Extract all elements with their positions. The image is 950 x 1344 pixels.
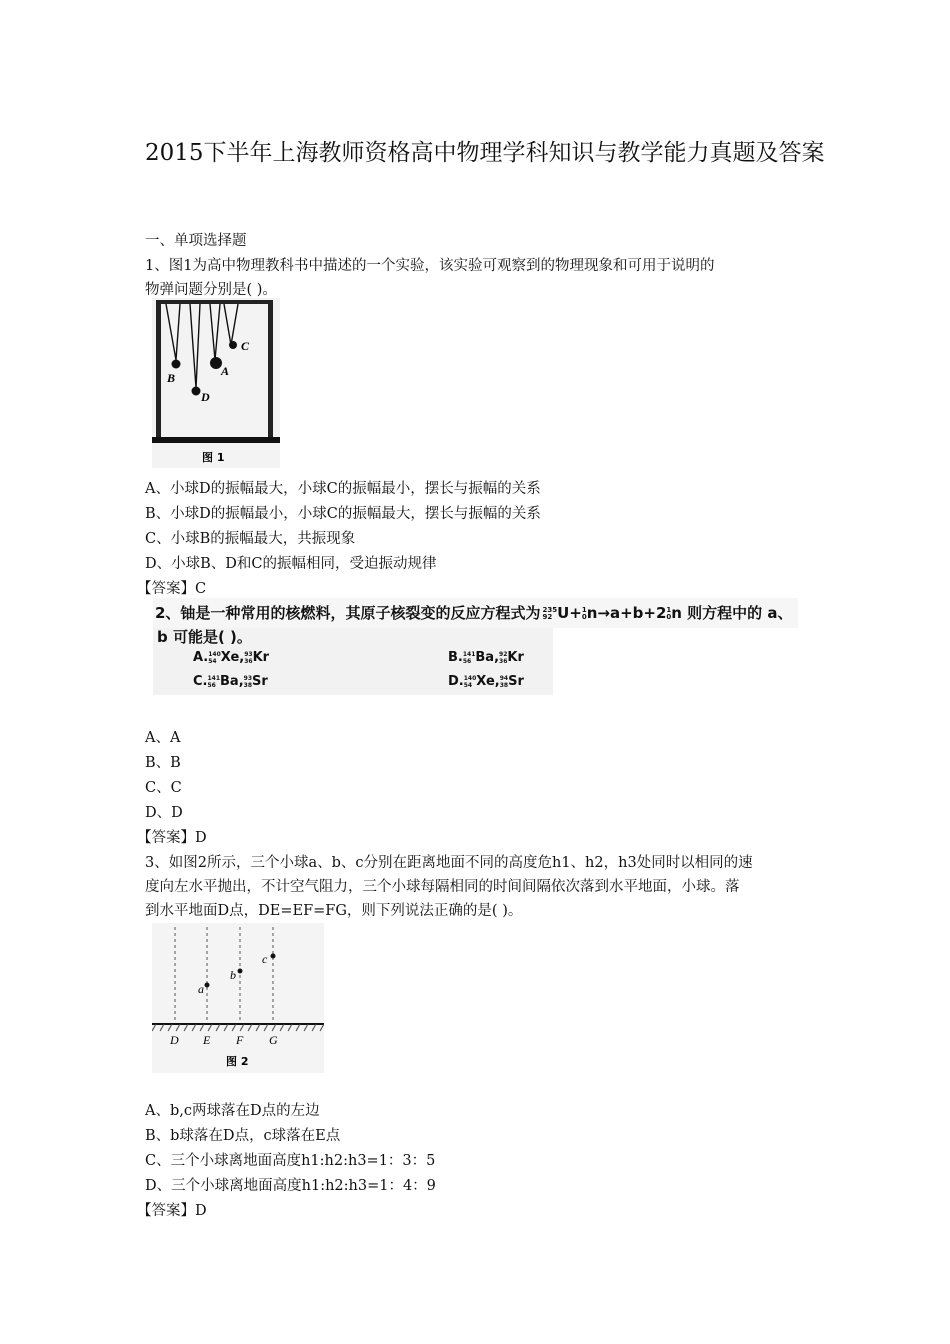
fig2-label-a: a (198, 982, 204, 996)
fig2-caption: 图 2 (226, 1055, 249, 1068)
q3-stem-line1: 3、如图2所示，三个小球a、b、c分别在距离地面不同的高度危h1、h2，h3处同时以相同的速 (145, 855, 753, 871)
section-heading: 一、单项选择题 (145, 233, 247, 249)
q3-stem-line3: 到水平地面D点，DE=EF=FG，则下列说法正确的是( )。 (145, 903, 523, 919)
ball-d (192, 387, 201, 396)
fig2-label-d: D (170, 1033, 179, 1047)
q3-option-d: D、三个小球离地面高度h1:h2:h3=1：4：9 (145, 1178, 436, 1194)
q1-option-b: B、小球D的振幅最小，小球C的振幅最大，摆长与振幅的关系 (145, 506, 541, 522)
fig2-label-e: E (203, 1033, 211, 1047)
nuclide-n-charge: 0 (581, 612, 587, 621)
nuclide-n2-charge: 0 (666, 612, 672, 621)
nuclide-u-mass: 235 (542, 605, 558, 614)
ball-b (238, 969, 243, 974)
q2-scan-option-d: D.140 54 Xe,94 38Sr (448, 674, 524, 689)
q2-scan-option-c: C.141 56 Ba,93 38Sr (193, 674, 268, 689)
fig2-label-b: b (230, 968, 236, 982)
page-title: 2015下半年上海教师资格高中物理学科知识与教学能力真题及答案 (145, 140, 825, 166)
q2-answer: 【答案】D (137, 830, 207, 846)
fig1-caption: 图 1 (202, 451, 225, 464)
nuclide-n-mass: 1 (581, 605, 587, 614)
figure-1-pendulums (152, 298, 280, 468)
nuclide-n2-mass: 1 (666, 605, 672, 614)
fig2-label-c: c (262, 952, 268, 966)
q2-scan-option-b: B.141 56 Ba,92 36Kr (448, 650, 524, 665)
figure-2-projectiles (152, 923, 324, 1073)
q2-stem-line2: b 可能是( )。 (157, 628, 252, 646)
q1-stem-line2: 物弹问题分别是( )。 (145, 282, 277, 298)
q2-option-a: A、A (145, 730, 181, 746)
q2-stem-part3: n 则方程中的 a、 (671, 604, 793, 622)
q2-scan-option-a: A.140 54 Xe,93 36Kr (193, 650, 270, 665)
fig1-label-d: D (201, 390, 210, 404)
fig1-label-b: B (167, 371, 176, 385)
q3-option-b: B、b球落在D点，c球落在E点 (145, 1128, 341, 1144)
q1-option-a: A、小球D的振幅最大，小球C的振幅最小，摆长与振幅的关系 (145, 481, 541, 497)
fig1-label-a: A (221, 364, 230, 378)
fig1-label-c: C (241, 339, 250, 353)
ball-a (205, 983, 210, 988)
fig2-label-f: F (236, 1033, 244, 1047)
q2-stem-eq: U+ (557, 604, 582, 622)
ball-c (271, 954, 276, 959)
q3-stem-line2: 度向左水平抛出，不计空气阻力，三个小球每隔相同的时间间隔依次落到水平地面，小球。落 (145, 879, 740, 895)
q1-option-c: C、小球B的振幅最大，共振现象 (145, 531, 356, 547)
q1-answer: 【答案】C (137, 581, 207, 597)
q3-answer: 【答案】D (137, 1203, 207, 1219)
q2-option-d: D、D (145, 805, 183, 821)
q2-option-c: C、C (145, 780, 182, 796)
q2-stem-part1: 2、铀是一种常用的核燃料，其原子核裂变的反应方程式为 (155, 604, 541, 622)
q3-option-c: C、三个小球离地面高度h1:h2:h3=1：3：5 (145, 1153, 436, 1169)
ball-c (229, 341, 237, 349)
q2-option-b: B、B (145, 755, 181, 771)
ball-b (172, 360, 181, 369)
nuclide-u-charge: 92 (542, 612, 553, 621)
fig2-label-g: G (269, 1033, 278, 1047)
q3-option-a: A、b,c两球落在D点的左边 (145, 1103, 320, 1119)
q1-stem-line1: 1、图1为高中物理教科书中描述的一个实验，该实验可观察到的物理现象和可用于说明的 (145, 258, 715, 274)
q2-stem-part2: n→a+b+2 (586, 604, 667, 622)
q1-option-d: D、小球B、D和C的振幅相同，受迫振动规律 (145, 556, 437, 572)
q2-scanned-image (153, 598, 798, 695)
